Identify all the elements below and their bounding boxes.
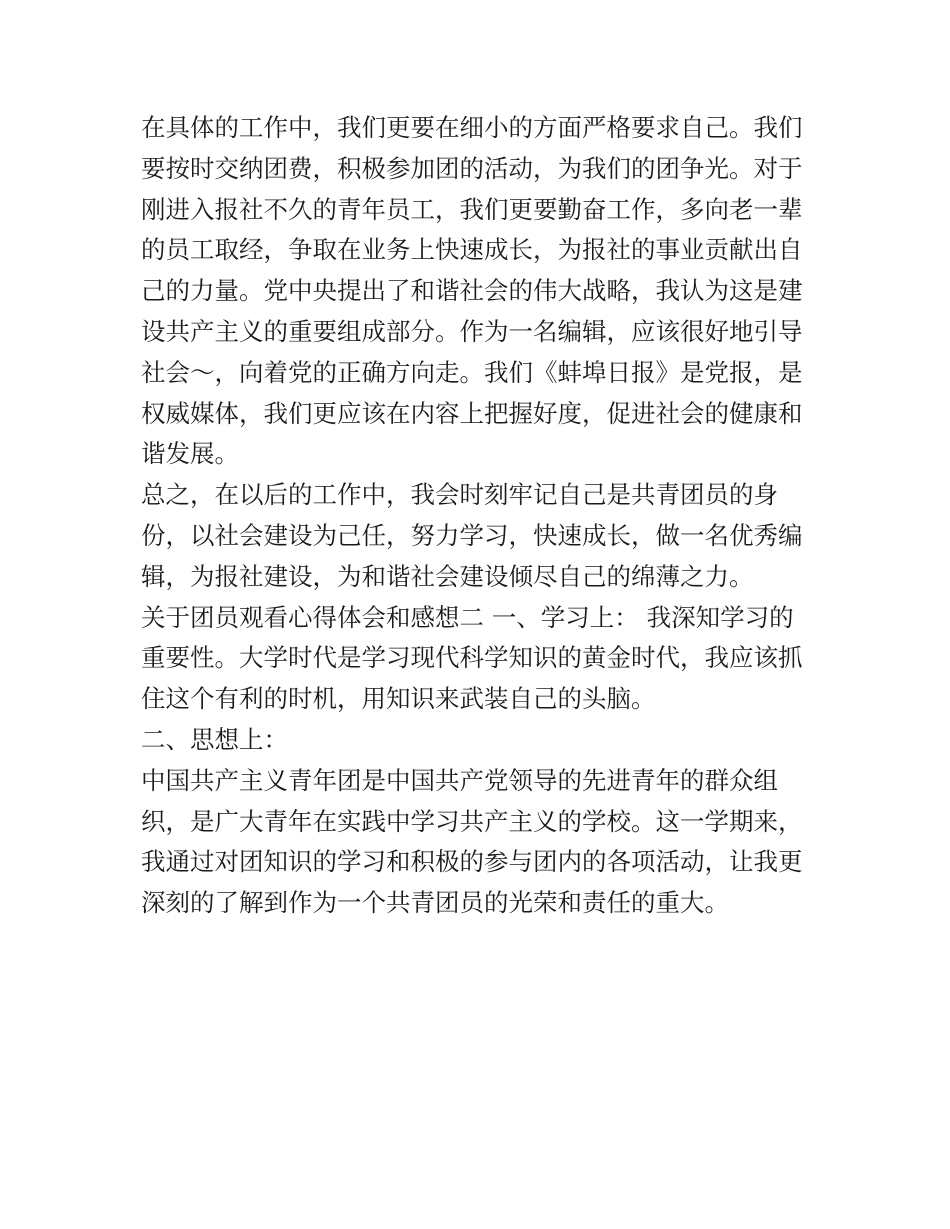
- text-line: 关于团员观看心得体会和感想二 一、学习上： 我深知学习的: [141, 602, 794, 632]
- text-line: 总之，在以后的工作中，我会时刻牢记自己是共青团员的身: [141, 480, 778, 510]
- text-line: 设共产主义的重要组成部分。作为一名编辑，应该很好地引导: [141, 316, 803, 346]
- text-line: 社会～，向着党的正确方向走。我们《蚌埠日报》是党报，是: [141, 357, 803, 387]
- text-line: 的员工取经，争取在业务上快速成长，为报社的事业贡献出自: [141, 235, 803, 265]
- text-line: 织，是广大青年在实践中学习共产主义的学校。这一学期来，: [141, 806, 803, 836]
- text-line: 重要性。大学时代是学习现代科学知识的黄金时代，我应该抓: [141, 643, 803, 673]
- text-line: 刚进入报社不久的青年员工，我们更要勤奋工作，多向老一辈: [141, 194, 803, 224]
- text-line: 权威媒体，我们更应该在内容上把握好度，促进社会的健康和: [141, 398, 803, 428]
- section-heading: 二、思想上：: [141, 724, 288, 754]
- text-line: 要按时交纳团费，积极参加团的活动，为我们的团争光。对于: [141, 153, 803, 183]
- text-line: 辑，为报社建设，为和谐社会建设倾尽自己的绵薄之力。: [141, 561, 754, 591]
- text-line: 份，以社会建设为己任，努力学习，快速成长，做一名优秀编: [141, 520, 803, 550]
- text-line: 深刻的了解到作为一个共青团员的光荣和责任的重大。: [141, 888, 729, 918]
- text-line: 中国共产主义青年团是中国共产党领导的先进青年的群众组: [141, 765, 778, 795]
- text-line: 我通过对团知识的学习和积极的参与团内的各项活动，让我更: [141, 847, 803, 877]
- document-body: [141, 108, 821, 924]
- text-line: 住这个有利的时机，用知识来武装自己的头脑。: [141, 684, 656, 714]
- text-line: 谐发展。: [141, 439, 239, 469]
- text-line: 己的力量。党中央提出了和谐社会的伟大战略，我认为这是建: [141, 276, 803, 306]
- text-line: 在具体的工作中，我们更要在细小的方面严格要求自己。我们: [141, 113, 803, 142]
